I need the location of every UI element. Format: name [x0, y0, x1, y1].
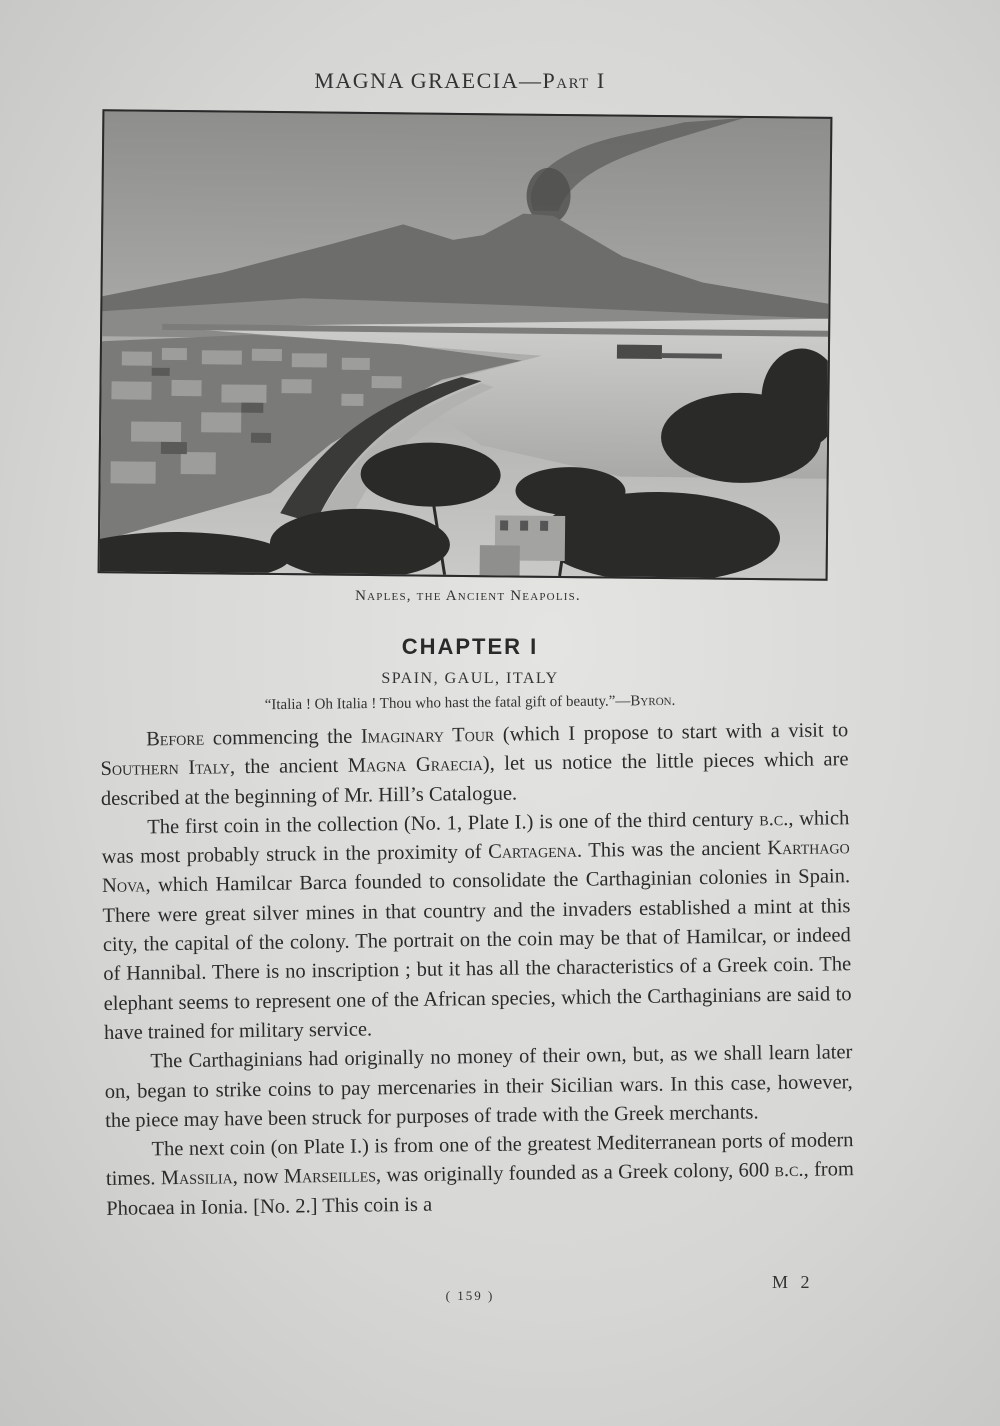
p4-span: , from Phocaea in Ionia. [No. 2.] This coin is a — [106, 1158, 854, 1220]
chapter-title: CHAPTER I — [401, 634, 539, 659]
p1-span: Southern Italy — [100, 756, 231, 781]
photo-caption: Naples, the Ancient Neapolis. — [355, 588, 581, 604]
p1-span: (which I propose to start with a visit to — [494, 719, 849, 746]
p1-span: Before — [146, 727, 205, 751]
paragraph-4 — [105, 1126, 854, 1224]
p4-span: , now — [232, 1166, 285, 1189]
p1-span: commencing the — [204, 725, 362, 750]
naples-photograph — [98, 109, 833, 581]
p2-span: The first coin in the collection (No. 1, Plate I.) is one of the third century — [147, 808, 760, 839]
p4-span: Marseilles — [283, 1164, 377, 1189]
page-number: ( 159 ) — [445, 1288, 495, 1303]
p1-span: , the ancient — [229, 755, 348, 779]
p2-span: , which was most probably struck in the proximity of — [101, 807, 850, 869]
p1-span: Magna Graecia — [347, 753, 484, 778]
p4-span: , was originally founded as a Greek colony, 600 — [375, 1159, 775, 1187]
p2-span: Cartagena — [488, 839, 578, 864]
p4-span: b.c. — [774, 1159, 804, 1182]
p3-span: The Carthaginians had originally no money of their own, but, as we shall learn later on, began to strike coins to pay mercenaries in their Sicilian wars. In this case, however, the piece may have been struck for purposes of trade with the Greek merchants. — [104, 1041, 853, 1132]
running-head-part: Part I — [542, 68, 606, 93]
p2-span: b.c. — [759, 807, 789, 831]
p4-span: The next coin (on Plate I.) is from one of the greatest Mediterranean ports of modern times. — [105, 1129, 854, 1191]
running-head-title: MAGNA GRAECIA— — [314, 68, 543, 93]
p4-span: Massilia — [160, 1166, 233, 1190]
paragraph-1 — [100, 716, 849, 814]
epigraph-quote: “Italia ! Oh Italia ! Thou who hast the fatal gift of beauty.”— — [264, 693, 631, 714]
epigraph-author: Byron. — [630, 692, 676, 710]
p1-span: ), let us notice the little pieces which are described at the beginning of Mr. Hill’s Catalogue. — [100, 748, 849, 810]
signature-mark: M 2 — [772, 1272, 814, 1292]
running-head — [0, 68, 920, 94]
p2-span: Karthago Nova — [101, 836, 850, 898]
p2-span: . This was the ancient — [576, 837, 768, 862]
naples-photo-illustration — [100, 111, 831, 579]
p1-span: Imaginary Tour — [360, 723, 495, 748]
p2-span: , which Hamilcar Barca founded to consolidate the Carthaginian colonies in Spain. There were great silver mines in that country and the invaders established a mint at this city, the capital of the colony. The portrait on the coin may be that of Hamilcar, or indeed of Hannibal. There is no inscription ; but it has all the characteristics of a Greek coin. The elephant seems to represent one of the African species, which the Carthaginians are said to have trained for military service. — [102, 865, 852, 1044]
chapter-subtitle: SPAIN, GAUL, ITALY — [381, 670, 559, 687]
paragraph-2 — [101, 804, 852, 1048]
paragraph-3 — [104, 1038, 853, 1136]
body-text — [100, 716, 854, 1224]
